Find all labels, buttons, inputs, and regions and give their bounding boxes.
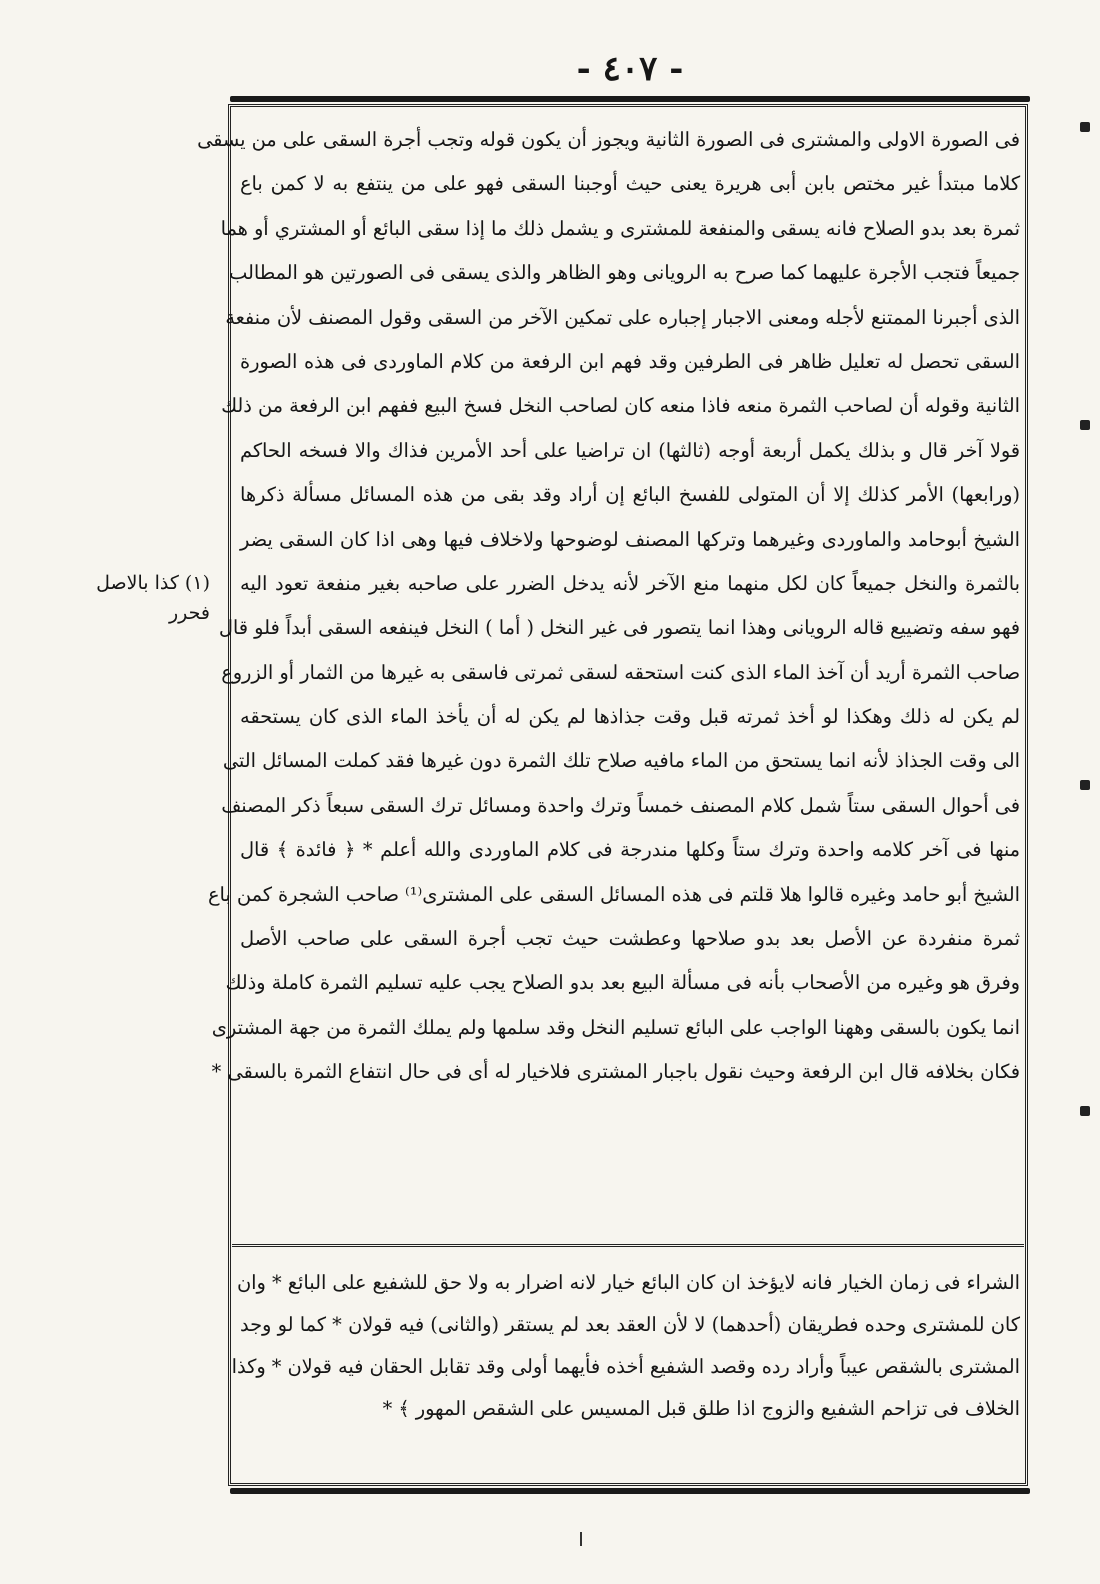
text-line: جميعاً فتجب الأجرة عليهما كما صرح به الرويانى وهو الظاهر والذى يسقى فى الصورتين هو المطالب	[229, 261, 1020, 285]
text-line: فهو سفه وتضييع قاله الرويانى وهذا انما يتصور فى غير النخل ( أما ) النخل فينفعه السقى أبداً فلو قال	[218, 616, 1020, 640]
text-line: السقى تحصل له تعليل ظاهر فى الطرفين وقد فهم ابن الرفعة من كلام الماوردى فى هذه الصورة	[240, 349, 1020, 373]
text-line: المشترى بالشقص عيباً وأراد رده وقصد الشفيع أخذه فأيهما أولى وقد تقابل الحقان فيه قولان * وكذا	[231, 1355, 1020, 1378]
section-divider	[232, 1244, 1024, 1247]
text-line: الذى أجبرنا الممتنع لأجله ومعنى الاجبار إجباره على تمكين الآخر من السقى وقول المصنف لأن منفعة	[225, 305, 1020, 329]
text-line: بالثمرة والنخل جميعاً كان لكل منهما منع الآخر لأنه يدخل الضرر على صاحبه بغير منفعة تعود اليه	[240, 571, 1020, 595]
frame-top-rule	[230, 96, 1030, 102]
text-line: كان للمشترى وحده فطريقان (أحدهما) لا لأن العقد بعد لم يستقر (والثانى) فيه قولان * كما لو وجد	[240, 1313, 1020, 1336]
text-line: منها فى آخر كلامه واحدة وترك ستاً وكلها مندرجة فى كلام الماوردى والله أعلم * ﴿ فائدة ﴾ قال	[240, 838, 1020, 862]
bottom-tick-mark	[580, 1532, 582, 1546]
text-line: صاحب الثمرة أريد أن آخذ الماء الذى كنت استحقه لسقى ثمرتى فاسقى به غيرها من الثمار أو الزروع	[221, 660, 1020, 684]
text-line: فى الصورة الاولى والمشترى فى الصورة الثانية ويجوز أن يكون قوله وتجب أجرة السقى على من يسقى	[197, 128, 1020, 151]
text-line: الشيخ أبوحامد والماوردى وغيرهما وتركها المصنف لوضوحها ولاخلاف فيها وهى اذا كان السقى يضر	[240, 527, 1020, 551]
text-line: ثمرة بعد بدو الصلاح فانه يسقى والمنفعة للمشترى و يشمل ذلك ما إذا سقى البائع أو المشتري أو هما	[220, 216, 1020, 240]
text-line: فكان بخلافه قال ابن الرفعة وحيث نقول باجبار المشترى فلاخيار له أى فى حال انتفاع الثمرة بالسقى *	[211, 1060, 1020, 1084]
text-line: الشيخ أبو حامد وغيره قالوا هلا قلتم فى هذه المسائل السقى على المشترى⁽¹⁾ صاحب الشجرة كمن باع	[208, 882, 1020, 906]
text-line: كلاما مبتدأ غير مختص بابن أبى هريرة يعنى حيث أوجبنا السقى فهو على من ينتفع به لا كمن باع	[240, 172, 1020, 196]
footnote-line: فحرر	[168, 602, 210, 624]
page-number: - ٤٠٧ -	[576, 49, 684, 89]
text-line: الشراء فى زمان الخيار فانه لايؤخذ ان كان البائع خيار لانه اضرار به ولا حق للشفيع على البائع * وان	[237, 1271, 1020, 1294]
margin-mark	[1080, 780, 1090, 790]
margin-footnote	[40, 568, 210, 638]
text-line: لم يكن له ذلك وهكذا لو أخذ ثمرته قبل وقت جذاذها لم يكن له أن يأخذ الماء الذى كان يستحقه	[240, 705, 1020, 729]
frame-bottom-rule	[230, 1488, 1030, 1494]
text-line: الخلاف فى تزاحم الشفيع والزوج اذا طلق قبل المسيس على الشقص المهور ﴾ *	[382, 1397, 1020, 1420]
margin-mark	[1080, 1106, 1090, 1116]
margin-mark	[1080, 420, 1090, 430]
footnote-line: (١) كذا بالاصل	[96, 572, 210, 594]
text-line: وفرق هو وغيره من الأصحاب بأنه فى مسألة البيع بعد بدو الصلاح يجب عليه تسليم الثمرة كاملة وذلك	[225, 971, 1020, 995]
text-line: (ورابعها) الأمر كذلك إلا أن المتولى للفسخ البائع إن أراد وقد بقى من هذه المسائل مسألة ذكرها	[240, 483, 1020, 507]
text-line: قولا آخر قال و بذلك يكمل أربعة أوجه (ثالثها) ان تراضيا على أحد الأمرين فذاك والا فسخه الحاكم	[240, 438, 1020, 462]
text-line: الى وقت الجذاذ لأنه انما يستحق من الماء مافيه صلاح تلك الثمرة دون غيرها فقد كملت المسائل التى	[222, 749, 1020, 773]
main-text-block	[197, 118, 1020, 1228]
text-line: انما يكون بالسقى وههنا الواجب على البائع تسليم النخل وقد سلمها ولم يملك الثمرة من جهة المشترى	[211, 1015, 1020, 1039]
margin-mark	[1080, 122, 1090, 132]
text-line: الثانية وقوله أن لصاحب الثمرة منعه فاذا منعه كان لصاحب النخل فسخ البيع ففهم ابن الرفعة من ذلك	[221, 394, 1020, 418]
text-line: ثمرة منفردة عن الأصل بعد بدو صلاحها وعطشت حيث تجب أجرة السقى على صاحب الأصل	[240, 927, 1020, 951]
text-line: فى أحوال السقى ستاً شمل كلام المصنف خمساً وترك واحدة ومسائل ترك السقى سبعاً ذكر المصنف	[221, 793, 1020, 817]
bottom-text-block	[231, 1262, 1020, 1472]
